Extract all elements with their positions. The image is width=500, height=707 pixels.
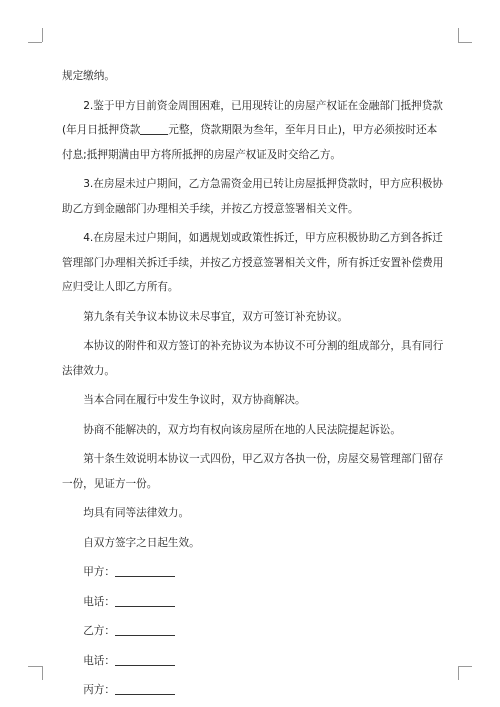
paragraph-clause-2 — [62, 94, 444, 168]
signature-field[interactable] — [115, 680, 175, 695]
paragraph-clause-4: 4.在房屋未过户期间，如遇规划或政策性拆迁，甲方应积极协助乙方到各拆迁管理部门办理相关拆迁手续，并按乙方授意签署相关文件，所有拆迁安置补偿费用应归受让人即乙方所有。 — [62, 232, 444, 293]
signature-label: 乙方： — [83, 625, 115, 637]
signature-label: 甲方： — [83, 566, 115, 578]
crop-mark-top-left-h — [28, 42, 42, 43]
crop-mark-bottom-right-v — [458, 666, 459, 680]
signature-party-b — [62, 619, 444, 644]
document-body — [62, 64, 444, 703]
crop-mark-top-left-v — [42, 28, 43, 42]
crop-mark-bottom-left-v — [42, 666, 43, 680]
paragraph-litigation: 协商不能解决的，双方均有权向该房屋所在地的人民法院提起诉讼。 — [83, 423, 401, 436]
clause-2-text-before: 2.鉴于甲方目前资金周围困难，已用现转让的房屋产权证在金融部门抵押贷款(年月日抵押贷款 — [62, 99, 443, 136]
paragraph-article-10: 第十条生效说明本协议一式四份，甲乙双方各执一份，房屋交易管理部门留存一份，见证方一份。 — [62, 453, 444, 490]
crop-mark-top-right-h — [458, 42, 472, 43]
loan-amount-blank[interactable] — [140, 120, 168, 135]
signature-phone-a — [62, 590, 444, 615]
phone-field[interactable] — [115, 592, 175, 607]
signature-field[interactable] — [115, 621, 175, 636]
crop-mark-top-right-v — [458, 28, 459, 42]
signature-label: 丙方： — [83, 684, 115, 696]
clause-2-text-after: 元整，贷款期限为叁年，至年月日止)，甲方必须按时还本付息;抵押期满由甲方将所抵押的房屋产权证及时交给乙方。 — [62, 124, 438, 161]
paragraph-continuation: 规定缴纳。 — [62, 70, 115, 82]
paragraph-dispute: 当本合同在履行中发生争议时，双方协商解决。 — [83, 394, 306, 406]
signature-party-a — [62, 560, 444, 585]
paragraph-clause-3: 3.在房屋未过户期间，乙方急需资金用已转让房屋抵押贷款时，甲方应积极协助乙方到金融部门办理相关手续，并按乙方授意签署相关文件。 — [62, 178, 443, 215]
paragraph-effective: 自双方签字之日起生效。 — [83, 536, 200, 549]
crop-mark-bottom-left-h — [28, 666, 42, 667]
signature-label: 电话： — [83, 654, 115, 667]
phone-field[interactable] — [115, 651, 175, 666]
signature-phone-b — [62, 649, 444, 674]
signature-field[interactable] — [115, 562, 175, 577]
crop-mark-bottom-right-h — [458, 666, 472, 667]
paragraph-supplement: 本协议的附件和双方签订的补充协议为本协议不可分割的组成部分，具有同行法律效力。 — [62, 340, 444, 377]
paragraph-equal-effect: 均具有同等法律效力。 — [83, 507, 190, 519]
signature-label: 电话： — [83, 595, 115, 608]
signature-party-c — [62, 678, 444, 703]
paragraph-article-9: 第九条有关争议本协议未尽事宜，双方可签订补充协议。 — [83, 310, 349, 323]
